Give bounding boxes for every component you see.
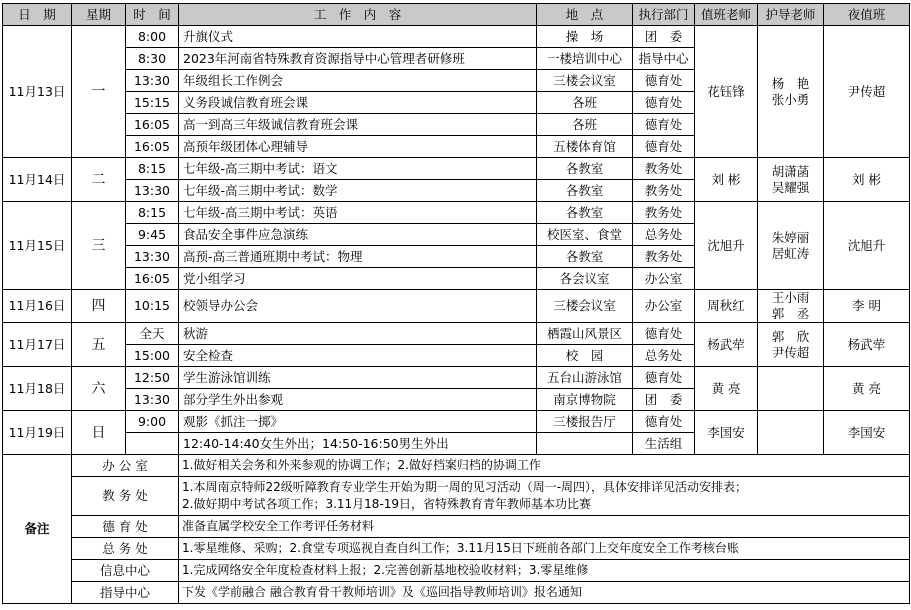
- notes-dept: 办 公 室: [72, 455, 179, 477]
- notes-row: [3, 516, 910, 538]
- event-dept: 德育处: [633, 136, 695, 158]
- event-time: 9:00: [126, 411, 179, 433]
- notes-text: 1.零星维修、采购；2.食堂专项巡视自查自纠工作；3.11月15日下班前各部门上交年度安全工作考核台账: [179, 538, 910, 560]
- day-date: 11月14日: [3, 158, 72, 202]
- event-dept: 德育处: [633, 411, 695, 433]
- schedule-row: [3, 202, 910, 224]
- event-time: 13:30: [126, 246, 179, 268]
- guard-teacher-name: 朱婷丽: [771, 229, 810, 245]
- event-dept: 德育处: [633, 114, 695, 136]
- day-date: 11月19日: [3, 411, 72, 455]
- event-place: 校 园: [537, 345, 633, 367]
- event-time: 13:30: [126, 180, 179, 202]
- duty-teacher: 周秋红: [695, 290, 758, 323]
- notes-text-line: 2.做好期中考试各项工作；3.11月18-19日，省特殊教育青年教师基本功比赛: [182, 497, 592, 511]
- event-content: 部分学生外出参观: [179, 389, 537, 411]
- event-dept: 教务处: [633, 158, 695, 180]
- notes-text: [179, 477, 910, 516]
- event-place: 五楼体育馆: [537, 136, 633, 158]
- header-time: 时 间: [126, 4, 179, 26]
- duty-teacher: 李国安: [695, 411, 758, 455]
- notes-row: [3, 538, 910, 560]
- event-time: 16:05: [126, 114, 179, 136]
- event-dept: 团 委: [633, 26, 695, 48]
- event-dept: 生活组: [633, 433, 695, 455]
- event-place: 各教室: [537, 246, 633, 268]
- schedule-row: [3, 26, 910, 48]
- event-dept: 教务处: [633, 180, 695, 202]
- day-weekday: 二: [72, 158, 126, 202]
- duty-teacher: 花钰锋: [695, 26, 758, 158]
- guard-teacher: [758, 323, 824, 367]
- event-place: 三楼报告厅: [537, 411, 633, 433]
- night-duty-teacher: 黄 亮: [824, 367, 910, 411]
- guard-teacher: [758, 202, 824, 290]
- event-place: 三楼会议室: [537, 290, 633, 323]
- notes-text: 准备直属学校安全工作考评任务材料: [179, 516, 910, 538]
- event-dept: 德育处: [633, 70, 695, 92]
- event-time: 15:00: [126, 345, 179, 367]
- notes-row: [3, 455, 910, 477]
- event-time: 16:05: [126, 136, 179, 158]
- event-dept: 德育处: [633, 323, 695, 345]
- event-place: 各班: [537, 92, 633, 114]
- event-place: 一楼培训中心: [537, 48, 633, 70]
- event-time: 16:05: [126, 268, 179, 290]
- event-time: 全天: [126, 323, 179, 345]
- event-place: 各教室: [537, 180, 633, 202]
- day-weekday: 五: [72, 323, 126, 367]
- event-time: 10:15: [126, 290, 179, 323]
- schedule-row: [3, 290, 910, 323]
- duty-teacher: 刘 彬: [695, 158, 758, 202]
- event-time: 8:15: [126, 202, 179, 224]
- event-dept: 教务处: [633, 246, 695, 268]
- night-duty-teacher: 李国安: [824, 411, 910, 455]
- header-weekday: 星期: [72, 4, 126, 26]
- event-content: 12:40-14:40女生外出；14:50-16:50男生外出: [179, 433, 537, 455]
- header-dept: 执行部门: [633, 4, 695, 26]
- day-weekday: 日: [72, 411, 126, 455]
- event-place: [537, 433, 633, 455]
- event-place: 栖霞山风景区: [537, 323, 633, 345]
- event-content: 高一到高三年级诚信教育班会课: [179, 114, 537, 136]
- guard-teacher-name: 尹传超: [771, 344, 810, 360]
- duty-teacher: 黄 亮: [695, 367, 758, 411]
- event-content: 秋游: [179, 323, 537, 345]
- header-place: 地 点: [537, 4, 633, 26]
- guard-teacher-name: 郭 欣: [771, 328, 810, 344]
- guard-teacher-name: 王小雨: [771, 290, 810, 305]
- event-content: 安全检查: [179, 345, 537, 367]
- notes-row: [3, 582, 910, 604]
- event-time: 8:15: [126, 158, 179, 180]
- event-place: 各班: [537, 114, 633, 136]
- guard-teacher: [758, 367, 824, 411]
- event-content: 升旗仪式: [179, 26, 537, 48]
- header-night-duty: 夜值班: [824, 4, 910, 26]
- schedule-row: [3, 367, 910, 389]
- guard-teacher-name: 吴耀强: [771, 179, 810, 195]
- guard-teacher-name: 郭 丞: [771, 306, 810, 321]
- event-content: 高预-高三普通班期中考试：物理: [179, 246, 537, 268]
- day-date: 11月13日: [3, 26, 72, 158]
- event-place: 校医室、食堂: [537, 224, 633, 246]
- event-place: 南京博物院: [537, 389, 633, 411]
- night-duty-teacher: 杨武荦: [824, 323, 910, 367]
- notes-text: 下发《学前融合 融合教育骨干教师培训》及《巡回指导教师培训》报名通知: [179, 582, 910, 604]
- notes-row: [3, 477, 910, 516]
- event-time: [126, 433, 179, 455]
- day-weekday: 一: [72, 26, 126, 158]
- notes-title: 备注: [3, 455, 72, 604]
- event-content: 七年级-高三期中考试：数学: [179, 180, 537, 202]
- event-dept: 总务处: [633, 224, 695, 246]
- event-dept: 德育处: [633, 92, 695, 114]
- guard-teacher-name: 居虹涛: [771, 245, 810, 261]
- event-time: 15:15: [126, 92, 179, 114]
- schedule-row: [3, 158, 910, 180]
- header-content: 工 作 内 容: [179, 4, 537, 26]
- event-content: 七年级-高三期中考试：语文: [179, 158, 537, 180]
- event-time: 8:30: [126, 48, 179, 70]
- event-time: 13:30: [126, 70, 179, 92]
- event-time: 12:50: [126, 367, 179, 389]
- day-weekday: 六: [72, 367, 126, 411]
- event-content: 2023年河南省特殊教育资源指导中心管理者研修班: [179, 48, 537, 70]
- event-content: 义务段诚信教育班会课: [179, 92, 537, 114]
- header-date: 日 期: [3, 4, 72, 26]
- event-place: 各会议室: [537, 268, 633, 290]
- guard-teacher: [758, 411, 824, 455]
- event-place: 各教室: [537, 158, 633, 180]
- notes-text: 1.完成网络安全年度检查材料上报；2.完善创新基地校验收材料；3.零星维修: [179, 560, 910, 582]
- header-duty-teacher: 值班老师: [695, 4, 758, 26]
- event-content: 学生游泳馆训练: [179, 367, 537, 389]
- event-place: 五台山游泳馆: [537, 367, 633, 389]
- night-duty-teacher: 沈旭升: [824, 202, 910, 290]
- night-duty-teacher: 尹传超: [824, 26, 910, 158]
- event-dept: 德育处: [633, 367, 695, 389]
- guard-teacher: [758, 26, 824, 158]
- event-time: 9:45: [126, 224, 179, 246]
- notes-text-line: 1.本周南京特师22级听障教育专业学生开始为期一周的见习活动（周一-周四），具体安排详见活动安排表；: [182, 480, 748, 494]
- event-time: 8:00: [126, 26, 179, 48]
- event-dept: 指导中心: [633, 48, 695, 70]
- duty-teacher: 沈旭升: [695, 202, 758, 290]
- day-weekday: 四: [72, 290, 126, 323]
- event-dept: 总务处: [633, 345, 695, 367]
- event-place: 操 场: [537, 26, 633, 48]
- guard-teacher-name: 胡潇菡: [771, 163, 810, 179]
- night-duty-teacher: 刘 彬: [824, 158, 910, 202]
- event-dept: 办公室: [633, 290, 695, 323]
- weekly-schedule-table: [2, 3, 910, 604]
- event-content: 高预年级团体心理辅导: [179, 136, 537, 158]
- event-dept: 办公室: [633, 268, 695, 290]
- night-duty-teacher: 李 明: [824, 290, 910, 323]
- schedule-row: [3, 411, 910, 433]
- header-guard-teacher: 护导老师: [758, 4, 824, 26]
- event-content: 校领导办公会: [179, 290, 537, 323]
- event-content: 观影《抓注一掷》: [179, 411, 537, 433]
- event-dept: 团 委: [633, 389, 695, 411]
- notes-row: [3, 560, 910, 582]
- notes-dept: 教 务 处: [72, 477, 179, 516]
- day-date: 11月17日: [3, 323, 72, 367]
- day-weekday: 三: [72, 202, 126, 290]
- schedule-body: [3, 26, 910, 604]
- event-content: 食品安全事件应急演练: [179, 224, 537, 246]
- guard-teacher: [758, 158, 824, 202]
- schedule-row: [3, 323, 910, 345]
- event-place: 各教室: [537, 202, 633, 224]
- day-date: 11月16日: [3, 290, 72, 323]
- event-place: 三楼会议室: [537, 70, 633, 92]
- header-row: [3, 4, 910, 26]
- day-date: 11月15日: [3, 202, 72, 290]
- notes-text: 1.做好相关会务和外来参观的协调工作；2.做好档案归档的协调工作: [179, 455, 910, 477]
- notes-dept: 总 务 处: [72, 538, 179, 560]
- guard-teacher-name: 张小勇: [771, 91, 810, 107]
- guard-teacher: [758, 290, 824, 323]
- notes-dept: 指导中心: [72, 582, 179, 604]
- event-content: 年级组长工作例会: [179, 70, 537, 92]
- guard-teacher-name: 杨 艳: [771, 75, 810, 91]
- notes-dept: 德 育 处: [72, 516, 179, 538]
- notes-dept: 信息中心: [72, 560, 179, 582]
- event-dept: 教务处: [633, 202, 695, 224]
- duty-teacher: 杨武荦: [695, 323, 758, 367]
- event-content: 党小组学习: [179, 268, 537, 290]
- day-date: 11月18日: [3, 367, 72, 411]
- event-content: 七年级-高三期中考试：英语: [179, 202, 537, 224]
- event-time: 13:30: [126, 389, 179, 411]
